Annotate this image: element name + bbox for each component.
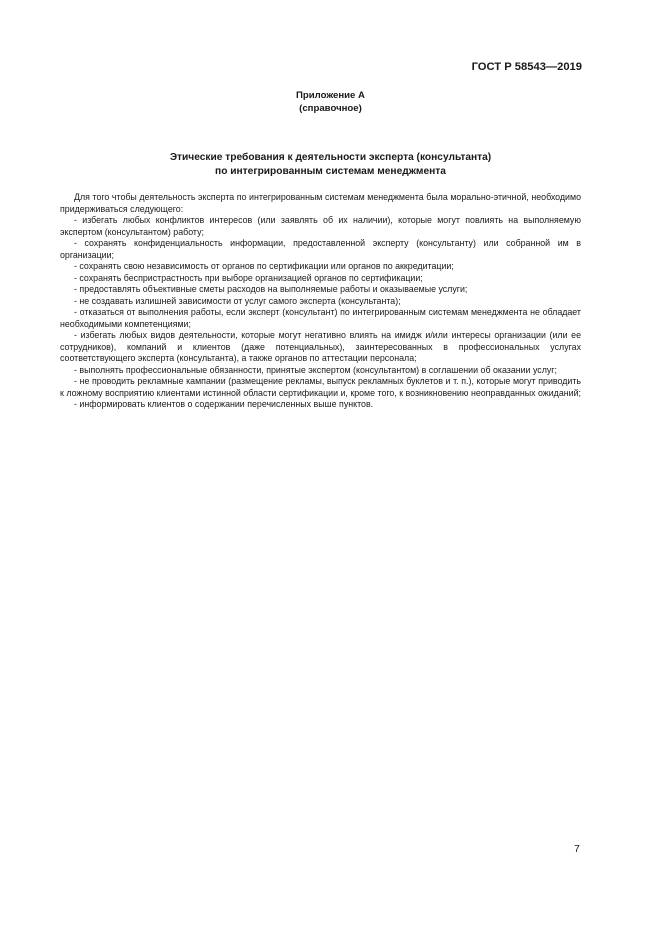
document-header: ГОСТ Р 58543—2019 bbox=[471, 61, 582, 73]
list-item: - сохранять конфиденциальность информации, предоставленной эксперту (консультанту) или собранной им в организации; bbox=[60, 238, 581, 260]
list-item: - предоставлять объективные сметы расходов на выполняемые работы и оказываемые услуги; bbox=[74, 284, 468, 294]
intro-paragraph: Для того чтобы деятельность эксперта по интегрированным системам менеджмента была морально-этичной, необходимо придерживаться следующего: bbox=[60, 192, 581, 214]
list-item: - не проводить рекламные кампании (размещение рекламы, выпуск рекламных буклетов и т. п.), которые могут приводить к ложному восприятию клиентами истинной области сертификации и, кроме того, к возникновению неоправданных ожиданий; bbox=[60, 376, 581, 398]
list-item: - отказаться от выполнения работы, если эксперт (консультант) по интегрированным системам менеджмента не обладает необходимыми компетенциями; bbox=[60, 307, 581, 329]
list-item: - сохранять свою независимость от органов по сертификации или органов по аккредитации; bbox=[74, 261, 454, 271]
appendix-label: Приложение А bbox=[296, 90, 365, 101]
list-item: - выполнять профессиональные обязанности, принятые экспертом (консультантом) в соглашении об оказании услуг; bbox=[74, 364, 557, 375]
list-item: - сохранять беспристрастность при выборе организацией органов по сертификации; bbox=[74, 272, 423, 283]
appendix-kind: (справочное) bbox=[299, 102, 362, 114]
appendix-heading bbox=[0, 90, 661, 115]
list-item: - не создавать излишней зависимости от услуг самого эксперта (консультанта); bbox=[74, 295, 401, 306]
body-text bbox=[60, 192, 581, 411]
section-title-line-2: по интегрированным системам менеджмента bbox=[215, 165, 446, 177]
list-item: - избегать любых конфликтов интересов (или заявлять об их наличии), которые могут повлиять на выполняемую экспертом (консультантом) работу; bbox=[60, 215, 581, 237]
list-item: - избегать любых видов деятельности, которые могут негативно влиять на имидж и/или интересы организации (или ее сотрудников), компаний и клиентов (даже потенциальных), заинтересованных в профессиональных услугах соответствующего эксперта (консультанта), а также органов по аттестации персонала; bbox=[60, 330, 581, 363]
page-number: 7 bbox=[574, 843, 580, 855]
section-title-line-1: Этические требования к деятельности эксперта (консультанта) bbox=[169, 152, 492, 163]
section-title bbox=[0, 151, 661, 178]
list-item: - информировать клиентов о содержании перечисленных выше пунктов. bbox=[74, 399, 374, 409]
